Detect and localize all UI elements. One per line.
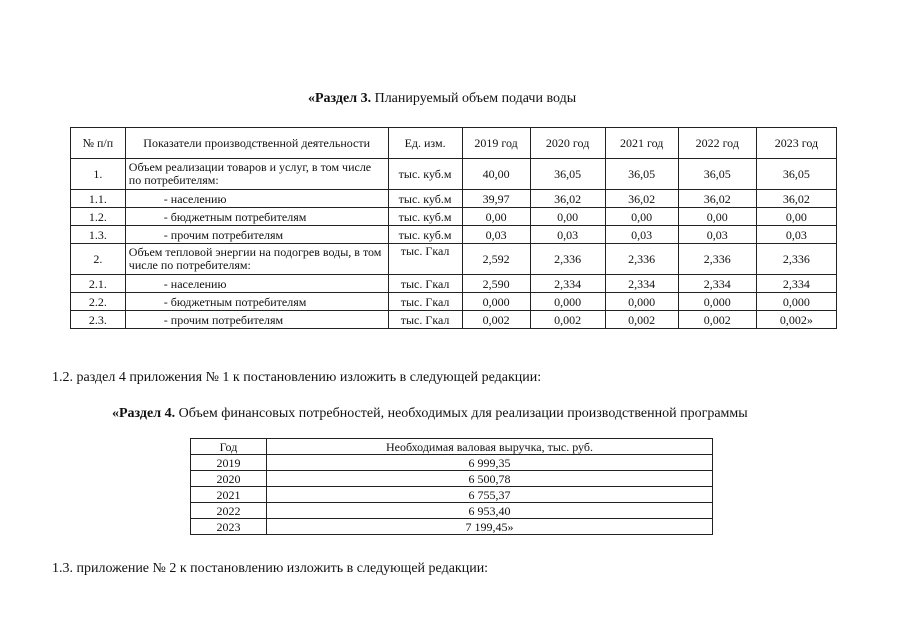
value-2020: 2,334 — [530, 275, 605, 293]
value-2019: 39,97 — [462, 190, 530, 208]
row-revenue: 6 999,35 — [267, 455, 713, 471]
row-num: 2.2. — [71, 293, 126, 311]
value-2023: 36,02 — [756, 190, 836, 208]
value-2019: 0,002 — [462, 311, 530, 329]
row-year: 2022 — [191, 503, 267, 519]
value-2023: 2,334 — [756, 275, 836, 293]
value-2023: 0,00 — [756, 208, 836, 226]
header-2020: 2020 год — [530, 128, 605, 159]
section-3-heading-text: Планируемый объем подачи воды — [371, 91, 577, 106]
header-2021: 2021 год — [605, 128, 678, 159]
row-revenue: 7 199,45» — [267, 519, 713, 535]
row-name: - прочим потребителям — [125, 226, 388, 244]
row-name: Объем тепловой энергии на подогрев воды, в том числе по потребителям: — [125, 244, 388, 275]
row-unit: тыс. куб.м — [388, 208, 462, 226]
row-year: 2019 — [191, 455, 267, 471]
value-2022: 2,334 — [678, 275, 756, 293]
value-2021: 36,02 — [605, 190, 678, 208]
value-2019: 0,000 — [462, 293, 530, 311]
water-supply-table — [70, 127, 837, 329]
paragraph-1-3: 1.3. приложение № 2 к постановлению изложить в следующей редакции: — [52, 561, 489, 576]
value-2021: 0,002 — [605, 311, 678, 329]
value-2020: 0,03 — [530, 226, 605, 244]
row-unit: тыс. куб.м — [388, 190, 462, 208]
row-num: 1.1. — [71, 190, 126, 208]
value-2021: 2,336 — [605, 244, 678, 275]
value-2020: 36,02 — [530, 190, 605, 208]
value-2023: 0,000 — [756, 293, 836, 311]
value-2023: 2,336 — [756, 244, 836, 275]
row-num: 1.3. — [71, 226, 126, 244]
row-year: 2020 — [191, 471, 267, 487]
table-row — [191, 487, 713, 503]
table-header-row — [191, 439, 713, 455]
section-4-heading-bold: «Раздел 4. — [112, 406, 176, 421]
header-indicator: Показатели производственной деятельности — [125, 128, 388, 159]
value-2019: 0,03 — [462, 226, 530, 244]
row-num: 1.2. — [71, 208, 126, 226]
header-2022: 2022 год — [678, 128, 756, 159]
paragraph-1-2: 1.2. раздел 4 приложения № 1 к постановлению изложить в следующей редакции: — [52, 370, 542, 385]
value-2022: 0,00 — [678, 208, 756, 226]
header-num: № п/п — [71, 128, 126, 159]
value-2021: 0,00 — [605, 208, 678, 226]
table-row — [71, 159, 837, 190]
table-row — [191, 455, 713, 471]
header-2019: 2019 год — [462, 128, 530, 159]
row-unit: тыс. куб.м — [388, 159, 462, 190]
value-2020: 36,05 — [530, 159, 605, 190]
value-2021: 2,334 — [605, 275, 678, 293]
value-2020: 0,00 — [530, 208, 605, 226]
value-2021: 36,05 — [605, 159, 678, 190]
value-2022: 0,03 — [678, 226, 756, 244]
table-row — [71, 311, 837, 329]
table-header-row — [71, 128, 837, 159]
value-2019: 2,590 — [462, 275, 530, 293]
value-2020: 0,000 — [530, 293, 605, 311]
table-row — [71, 190, 837, 208]
table-row — [71, 244, 837, 275]
row-name: - прочим потребителям — [125, 311, 388, 329]
value-2022: 0,002 — [678, 311, 756, 329]
value-2022: 2,336 — [678, 244, 756, 275]
table-row — [71, 275, 837, 293]
row-unit: тыс. Гкал — [388, 293, 462, 311]
section-4-heading-text: Объем финансовых потребностей, необходимых для реализации производственной программы — [175, 406, 748, 421]
value-2023: 36,05 — [756, 159, 836, 190]
financial-needs-table — [190, 438, 713, 535]
table-row — [71, 208, 837, 226]
section-4-heading — [112, 406, 748, 422]
row-name: - населению — [125, 190, 388, 208]
row-revenue: 6 953,40 — [267, 503, 713, 519]
row-num: 2. — [71, 244, 126, 275]
header-2023: 2023 год — [756, 128, 836, 159]
row-num: 2.3. — [71, 311, 126, 329]
row-unit: тыс. Гкал — [388, 244, 462, 275]
row-num: 2.1. — [71, 275, 126, 293]
value-2019: 40,00 — [462, 159, 530, 190]
table-row — [191, 471, 713, 487]
value-2022: 36,02 — [678, 190, 756, 208]
header-year: Год — [191, 439, 267, 455]
table-row — [71, 293, 837, 311]
section-3-heading-bold: «Раздел 3. — [308, 91, 372, 106]
value-2019: 0,00 — [462, 208, 530, 226]
row-unit: тыс. куб.м — [388, 226, 462, 244]
row-name: - бюджетным потребителям — [125, 293, 388, 311]
row-revenue: 6 500,78 — [267, 471, 713, 487]
value-2023: 0,03 — [756, 226, 836, 244]
table-row — [191, 503, 713, 519]
value-2020: 0,002 — [530, 311, 605, 329]
value-2023: 0,002» — [756, 311, 836, 329]
value-2022: 36,05 — [678, 159, 756, 190]
row-num: 1. — [71, 159, 126, 190]
row-unit: тыс. Гкал — [388, 275, 462, 293]
row-name: - населению — [125, 275, 388, 293]
header-unit: Ед. изм. — [388, 128, 462, 159]
row-revenue: 6 755,37 — [267, 487, 713, 503]
row-name: - бюджетным потребителям — [125, 208, 388, 226]
value-2019: 2,592 — [462, 244, 530, 275]
value-2022: 0,000 — [678, 293, 756, 311]
value-2020: 2,336 — [530, 244, 605, 275]
header-revenue: Необходимая валовая выручка, тыс. руб. — [267, 439, 713, 455]
row-unit: тыс. Гкал — [388, 311, 462, 329]
value-2021: 0,000 — [605, 293, 678, 311]
table-row — [71, 226, 837, 244]
row-year: 2021 — [191, 487, 267, 503]
section-3-heading — [308, 91, 576, 107]
table-row — [191, 519, 713, 535]
value-2021: 0,03 — [605, 226, 678, 244]
row-name: Объем реализации товаров и услуг, в том числе по потребителям: — [125, 159, 388, 190]
row-year: 2023 — [191, 519, 267, 535]
